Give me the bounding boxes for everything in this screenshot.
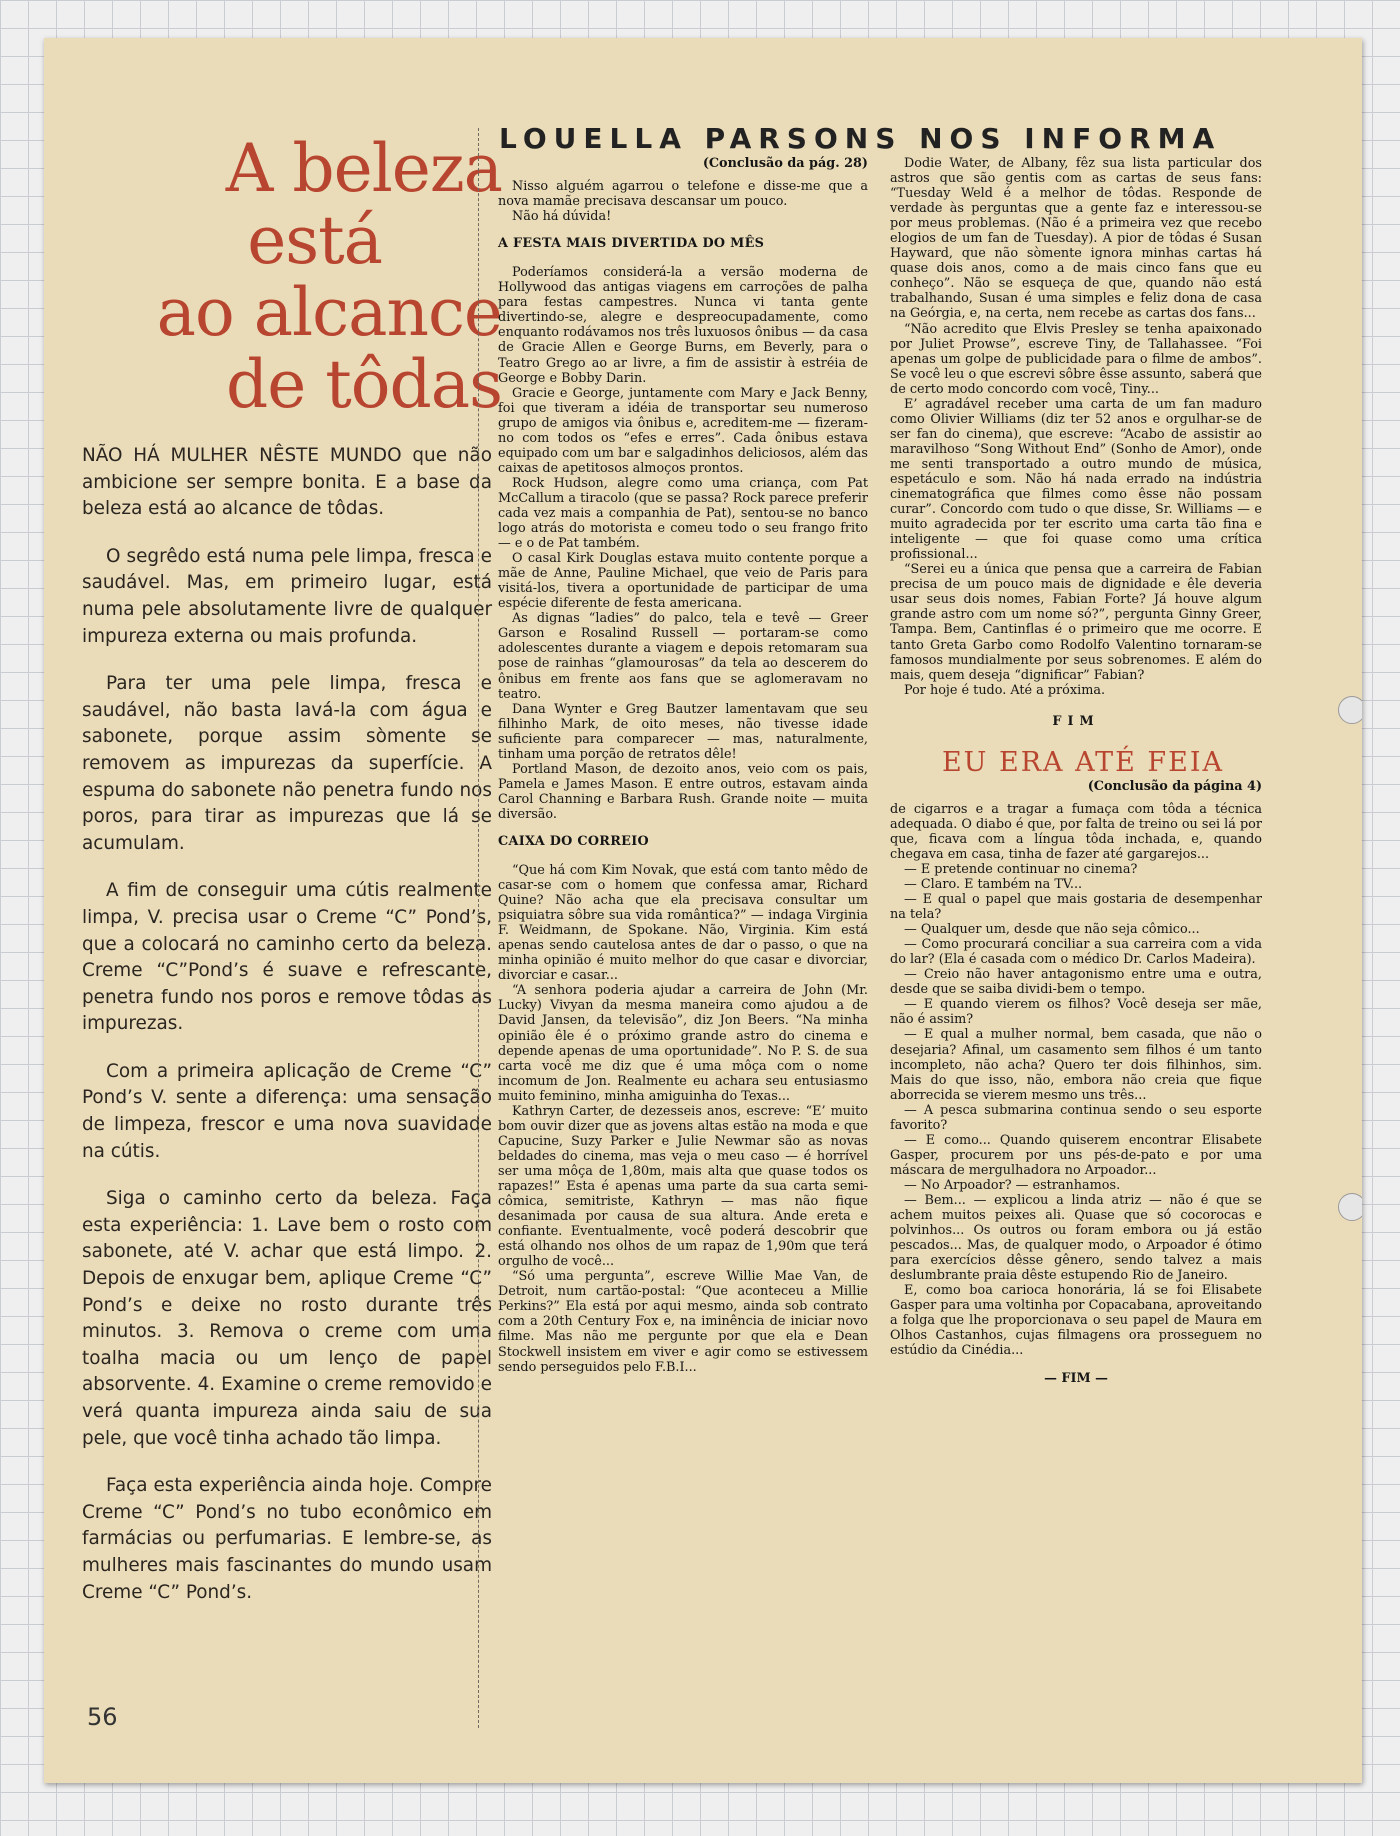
article-column-middle bbox=[498, 156, 868, 1375]
article-paragraph: — Bem... — explicou a linda atriz — não é que se achem muitos peixes ali. Quase que só cocorocas e polvinhos... Os outros ou foram embora ou já estão pescados... Mas, de qualquer modo, o Arpoador é ótimo para exercícios dêsse gênero, sendo talvez a mais deslumbrante praia dêste estupendo Rio de Janeiro. bbox=[890, 1193, 1262, 1284]
article-paragraph: — E qual o papel que mais gostaria de desempenhar na tela? bbox=[890, 892, 1262, 923]
article-paragraph: Nisso alguém agarrou o telefone e disse-me que a nova mamãe precisava descansar um pouco. bbox=[498, 179, 868, 210]
article-paragraph: — No Arpoador? — estranhamos. bbox=[904, 1177, 1121, 1193]
article-paragraph: — E como... Quando quiserem encontrar Elisabete Gasper, procurem por uns pés-de-pato e por uma máscara de mergulhadora no Arpoador... bbox=[890, 1132, 1262, 1178]
article-paragraph: — Como procurará conciliar a sua carreira com a vida do lar? (Ela é casada com o médico Dr. Carlos Madeira). bbox=[890, 937, 1262, 968]
article-paragraph: — E qual a mulher normal, bem casada, que não o desejaria? Afinal, um casamento sem filhos é um tanto incompleto, não acha? Quero ter dois filhinhos, sim. Mais do que isso, não, embora não creia que fique aborrecida se vierem mesmo uns três... bbox=[890, 1027, 1262, 1103]
article-paragraph: “A senhora poderia ajudar a carreira de John (Mr. Lucky) Vivyan da mesma maneira como ajudou a de David Jansen, da televisão”, diz Jon Beers. “Na minha opinião êle é o próximo grande astro do cinema e depende apenas de uma oportunidade”. No P. S. de sua carta você me diz que é uma môça com o nome incomum de Jon. Realmente eu achara seu entusiasmo muito feminino, minha amiguinha do Texas... bbox=[498, 983, 868, 1104]
section-heading: CAIXA DO CORREIO bbox=[498, 833, 649, 849]
continuation-note: (Conclusão da página 4) bbox=[1087, 778, 1262, 794]
article-paragraph: Dodie Water, de Albany, fêz sua lista particular dos astros que são gentis com as cartas de seus fans: “Tuesday Weld é a melhor de tôdas. Responde de verdade às perguntas que a gente faz e interessou-se por meus problemas. (Não é a primeira vez que recebo elogios de um fan de Tuesday). A pior de tôdas é Susan Hayward, que não sòmente ignora minhas cartas há quase dois anos, como a de mais cinco fans que eu conheço”. Não se esqueça de que, quando não está trabalhando, Susan é uma simples e feliz dona de casa na Geórgia, e, na certa, nem recebe as cartas dos fans... bbox=[890, 156, 1262, 322]
article-paragraph: As dignas “ladies” do palco, tela e tevê — Greer Garson e Rosalind Russell — portaram-se como adolescentes durante a viagem e depois retomaram sua pose de rainhas “glamourosas” da tela ao descerem do ônibus em frente aos fans que se aglomeravam no teatro. bbox=[498, 611, 868, 702]
article-paragraph: Por hoje é tudo. Até a próxima. bbox=[904, 682, 1106, 698]
ad-paragraph: NÃO HÁ MULHER NÊSTE MUNDO que não ambicione ser sempre bonita. E a base da beleza está ao alcance de tôdas. bbox=[82, 445, 492, 520]
article-paragraph: “Que há com Kim Novak, que está com tanto mêdo de casar-se com o homem que confessa amar, Richard Quine? Não acha que ela precisava consultar um psiquiatra sôbre sua vida romântica?” — indaga Virginia F. Weidmann, de Spokane. Não, Virginia. Kim está apenas sendo cautelosa antes de dar o passo, o que na minha opinião é muito melhor do que casar e divorciar, divorciar e casar... bbox=[498, 863, 868, 984]
column-divider bbox=[478, 128, 479, 1728]
article-column-right bbox=[890, 156, 1262, 1386]
ad-paragraph: A fim de conseguir uma cútis realmente limpa, V. precisa usar o Creme “C” Pond’s, que a colocará no caminho certo da beleza. Creme “C”Pond’s é suave e refrescante, penetra fundo nos poros e remove tôdas as impurezas. bbox=[82, 880, 492, 1035]
article-paragraph: “Serei eu a única que pensa que a carreira de Fabian precisa de um pouco mais de dignidade e êle deveria usar seus dois nomes, Fabian Forte? Já houve algum grande astro com um nome só?”, pergunta Ginny Greer, Tampa. Bem, Cantinflas é o primeiro que me ocorre. E tanto Greta Garbo como Rodolfo Valentino tornaram-se famosos mundialmente por seus sobrenomes. E além do mais, quem deseja “dignificar” Fabian? bbox=[890, 562, 1262, 683]
ad-paragraph: Faça esta experiência ainda hoje. Compre Creme “C” Pond’s no tubo econômico em farmácias ou perfumarias. E lembre-se, as mulheres mais fascinantes do mundo usam Creme “C” Pond’s. bbox=[82, 1475, 492, 1603]
end-mark: — FIM — bbox=[1044, 1370, 1108, 1386]
ad-headline bbox=[72, 130, 502, 423]
end-mark: FIM bbox=[1052, 713, 1100, 729]
article-paragraph: “Não acredito que Elvis Presley se tenha apaixonado por Juliet Prowse”, escreve Tiny, de Tallahassee. “Foi apenas um golpe de publicidade para o filme de ambos”. Se você leu o que escrevi sôbre êsse assunto, saberá que de certo modo concordo com você, Tiny... bbox=[890, 321, 1262, 397]
headline-line: ao alcance bbox=[156, 274, 502, 351]
article-paragraph: — Qualquer um, desde que não seja cômico... bbox=[904, 922, 1200, 938]
article-paragraph: — A pesca submarina continua sendo o seu esporte favorito? bbox=[890, 1102, 1262, 1133]
article-paragraph: — Claro. E também na TV... bbox=[904, 877, 1083, 893]
page-number: 56 bbox=[87, 1703, 118, 1731]
article-paragraph: Poderíamos considerá-la a versão moderna de Hollywood das antigas viagens em carroções de palha para festas campestres. Nunca vi tanta gente divertindo-se, alegre e despreocupadamente, como enquanto rodávamos nos três luxuosos ônibus — da casa de Gracie Allen e George Burns, em Beverly, para o Teatro Grego ao ar livre, a fim de assistir à estréia de George e Bobby Darin. bbox=[498, 265, 868, 386]
article-paragraph: E’ agradável receber uma carta de um fan maduro como Olivier Williams (diz ter 52 anos e orgulhar-se de ser fan do cinema), que escreve: “Acabo de assistir ao maravilhoso “Song Without End” (Sonho de Amor), onde me senti transportado a outro mundo de música, espetáculo e som. Não há nada errado na indústria cinematográfica que filmes como êsse não possam curar”. Concordo com tudo o que disse, Sr. Williams — e muito agradecida por ter escrito uma carta tão fina e inteligente — que foi quase como uma crítica profissional... bbox=[890, 396, 1262, 563]
article-paragraph: O casal Kirk Douglas estava muito contente porque a mãe de Anne, Pauline Michael, que veio de Paris para visitá-los, tivera a oportunidade de participar de uma espécie diferente de festa americana. bbox=[498, 551, 868, 612]
continuation-note: (Conclusão da pág. 28) bbox=[702, 156, 868, 171]
article-paragraph: — E quando vierem os filhos? Você deseja ser mãe, não é assim? bbox=[890, 997, 1262, 1028]
headline-line: A beleza bbox=[225, 130, 502, 207]
section-heading: A FESTA MAIS DIVERTIDA DO MÊS bbox=[498, 236, 765, 252]
article-paragraph: Portland Mason, de dezoito anos, veio com os pais, Pamela e James Mason. E entre outros, estavam ainda Carol Channing e Barbara Rush. Grande noite — muita diversão. bbox=[498, 761, 868, 822]
article-paragraph: Rock Hudson, alegre como uma criança, com Pat McCallum a tiracolo (que se passa? Rock parece preferir cada vez mais a companhia de Pat), sentou-se no banco logo atrás do motorista e comeu todo o seu frango frito — e o de Pat também. bbox=[498, 475, 868, 552]
article-paragraph: “Só uma pergunta”, escreve Willie Mae Van, de Detroit, num cartão-postal: “Que aconteceu a Millie Perkins?” Ela está por aqui mesmo, ainda sob contrato com a 20th Century Fox e, na iminência de iniciar novo filme. Mas não me pergunte por que ela e Dean Stockwell insistem em viver e agir como se estivessem sendo perseguidos pelo F.B.I... bbox=[498, 1269, 868, 1375]
binder-hole bbox=[1338, 696, 1362, 724]
ad-paragraph: Com a primeira aplicação de Creme “C” Pond’s V. sente a diferença: uma sensação de limpeza, frescor e uma nova suavidade na cútis. bbox=[82, 1060, 492, 1162]
article-paragraph: de cigarros e a tragar a fumaça com tôda a técnica adequada. O diabo é que, por falta de treino ou sei lá por que, ficava com a língua tôda inchada, e, quando chegava em casa, tinha de fazer até gargarejos... bbox=[890, 801, 1262, 862]
article-paragraph: E, como boa carioca honorária, lá se foi Elisabete Gasper para uma voltinha por Copacabana, aproveitando a folga que lhe proporcionava o seu papel de Maura em Olhos Castanhos, cujas filmagens ora prosseguem no estúdio da Cinédia... bbox=[890, 1283, 1262, 1359]
ad-paragraph: O segrêdo está numa pele limpa, fresca e saudável. Mas, em primeiro lugar, está numa pele absolutamente livre de qualquer impureza externa ou mais profunda. bbox=[82, 545, 492, 647]
subarticle-title: EU ERA ATÉ FEIA bbox=[941, 746, 1225, 778]
magazine-page bbox=[44, 38, 1362, 1783]
article-paragraph: Gracie e George, juntamente com Mary e Jack Benny, foi que tiveram a idéia de transportar seu numeroso grupo de amigos via ônibus e, acreditem-me — fizeram-no com todos os “efes e erres”. Cada ônibus estava equipado com um bar e salgadinhos deliciosos, além das caixas de apetitosos almoços prontos. bbox=[498, 385, 868, 476]
article-paragraph: Não há dúvida! bbox=[512, 209, 612, 225]
binder-hole bbox=[1338, 1193, 1362, 1221]
article-paragraph: — E pretende continuar no cinema? bbox=[904, 861, 1138, 877]
ad-paragraph: Para ter uma pele limpa, fresca e saudável, não basta lavá-la com água e sabonete, porque assim sòmente se removem as impurezas da superfície. A espuma do sabonete não penetra fundo nos poros, para tirar as impurezas que lá se acumulam. bbox=[82, 673, 492, 854]
article-title: LOUELLA PARSONS NOS INFORMA bbox=[499, 122, 1222, 155]
article-paragraph: Dana Wynter e Greg Bautzer lamentavam que seu filhinho Mark, de oito meses, não tivesse idade suficiente para comparecer — mas, naturalmente, tinham uma porção de retratos dêle! bbox=[498, 701, 868, 762]
ad-body bbox=[82, 443, 492, 1627]
headline-line: está bbox=[247, 202, 382, 279]
article-paragraph: Kathryn Carter, de dezesseis anos, escreve: “E’ muito bom ouvir dizer que as jovens altas estão na moda e que Capucine, Suzy Parker e Julie Newmar são as novas beldades do cinema, mas veja o meu caso — é horrível ser uma môça de 1,80m, mais alta que quase todos os rapazes!” Esta é apenas uma parte da sua carta semi-cômica, semitriste, Kathryn — mas não fique desanimada por causa de sua altura. Ande ereta e confiante. Eventualmente, você poderá descobrir que está olhando nos olhos de um rapaz de 1,90m que terá orgulho de você... bbox=[498, 1103, 868, 1270]
article-paragraph: — Creio não haver antagonismo entre uma e outra, desde que se saiba dividi-bem o tempo. bbox=[890, 967, 1262, 998]
ad-paragraph: Siga o caminho certo da beleza. Faça esta experiência: 1. Lave bem o rosto com sabonete, até V. achar que está limpo. 2. Depois de enxugar bem, aplique Creme “C” Pond’s e deixe no rosto durante três minutos. 3. Remova o creme com uma toalha macia ou um lenço de papel absorvente. 4. Examine o creme removido e verá quanta impureza ainda saiu de sua pele, que você tinha achado tão limpa. bbox=[82, 1188, 492, 1449]
headline-line: de tôdas bbox=[225, 346, 502, 423]
